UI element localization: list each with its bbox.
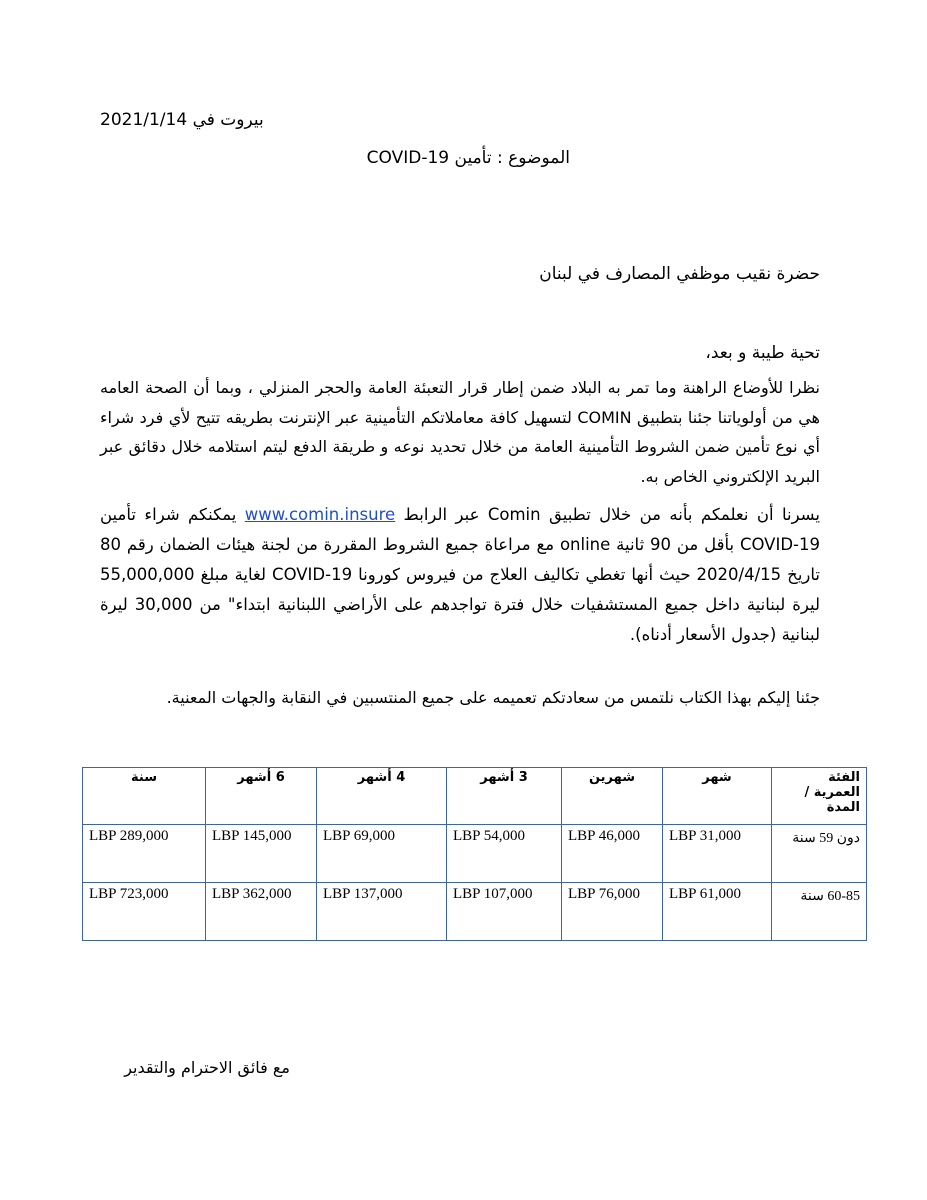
recipient: حضرة نقيب موظفي المصارف في لبنان — [539, 264, 820, 284]
price-cell: LBP 145,000 — [206, 825, 317, 883]
age-cell: دون 59 سنة — [772, 825, 867, 883]
table-row — [83, 825, 867, 883]
table-header: 6 أشهر — [206, 768, 317, 825]
table-row — [83, 883, 867, 941]
comin-link[interactable]: www.comin.insure — [244, 505, 396, 524]
price-cell: LBP 54,000 — [447, 825, 562, 883]
table-header: 4 أشهر — [317, 768, 447, 825]
table-header: سنة — [83, 768, 206, 825]
paragraph-offer — [100, 500, 820, 650]
price-cell: LBP 76,000 — [562, 883, 663, 941]
price-cell: LBP 723,000 — [83, 883, 206, 941]
request-line: جئنا إليكم بهذا الكتاب نلتمس من سعادتكم تعميمه على جميع المنتسبين في النقابة والجهات المعنية. — [166, 688, 820, 707]
price-cell: LBP 69,000 — [317, 825, 447, 883]
price-cell: LBP 107,000 — [447, 883, 562, 941]
price-cell: LBP 362,000 — [206, 883, 317, 941]
price-cell: LBP 289,000 — [83, 825, 206, 883]
table-header: الفئة العمرية / المدة — [772, 768, 867, 825]
table-header: شهر — [663, 768, 772, 825]
date-line: بيروت في 2021/1/14 — [100, 110, 264, 130]
paragraph-intro: نظرا للأوضاع الراهنة وما تمر به البلاد ضمن إطار قرار التعبئة العامة والحجر المنزلي ، وبما أن الصحة العامه هي من أولوياتنا جئنا بتطبيق COMIN لتسهيل كافة معاملاتكم التأمينية عبر الإنترنت بطريقه تتيح لأي فرد شراء أي نوع تأمين ضمن الشروط التأمينية العامة من خلال تحديد نوعه و طريقة الدفع ليتم استلامه خلال دقائق عبر البريد الإلكتروني الخاص به. — [100, 378, 820, 486]
table-header: 3 أشهر — [447, 768, 562, 825]
closing-regards: مع فائق الاحترام والتقدير — [124, 1058, 290, 1077]
greeting: تحية طيبة و بعد، — [705, 343, 820, 363]
paragraph-offer-text-2: يمكنكم شراء تأمين COVID-19 بأقل من 90 ثانية online مع مراعاة جميع الشروط المقررة من لجنة هيئات الضمان رقم 80 تاريخ 2020/4/15 حيث أنها تغطي تكاليف العلاج من فيروس كورونا COVID-19 لغاية مبلغ 55,000,000 ليرة لبنانية داخل جميع المستشفيات خلال فترة تواجدهم على الأراضي اللبنانية ابتداء" من 30,000 ليرة لبنانية (جدول الأسعار أدناه). — [100, 505, 821, 644]
subject-line: الموضوع : تأمين COVID-19 — [366, 148, 570, 168]
table-header-row — [83, 768, 867, 825]
paragraph-offer-text-1: يسرنا أن نعلمكم بأنه من خلال تطبيق Comin عبر الرابط — [395, 505, 820, 524]
age-cell: 60-85 سنة — [772, 883, 867, 941]
price-table — [82, 767, 867, 941]
table-header: شهرين — [562, 768, 663, 825]
price-cell: LBP 31,000 — [663, 825, 772, 883]
price-cell: LBP 61,000 — [663, 883, 772, 941]
price-cell: LBP 46,000 — [562, 825, 663, 883]
price-cell: LBP 137,000 — [317, 883, 447, 941]
